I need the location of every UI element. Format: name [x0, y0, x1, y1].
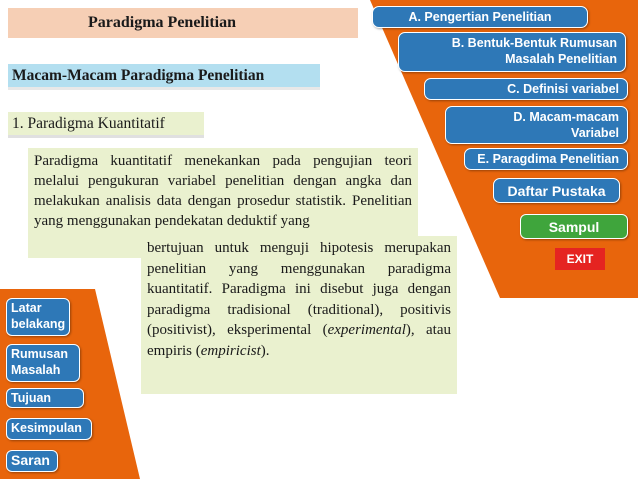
sampul-button[interactable]: Sampul [520, 214, 628, 239]
nav-label-line1: Rumusan [11, 347, 68, 361]
nav-definisi-variabel[interactable] [424, 78, 628, 100]
para2-text-c: ). [260, 342, 270, 359]
nav-label: E. Paragdima Penelitian [477, 152, 619, 166]
para2-italic-2: empiricist [200, 342, 261, 359]
nav-latar-belakang[interactable] [6, 298, 70, 336]
section-heading: 1. Paradigma Kuantitatif [8, 112, 204, 138]
para2-text-b: ), atau empiris ( [147, 322, 451, 359]
nav-kesimpulan[interactable] [6, 418, 92, 440]
exit-button[interactable]: EXIT [555, 248, 605, 270]
nav-label-line2: Variabel [571, 126, 619, 140]
nav-paradigma-penelitian[interactable] [464, 148, 628, 170]
nav-macam-variabel[interactable] [445, 106, 628, 144]
nav-bentuk-rumusan-masalah[interactable] [398, 32, 626, 72]
paragraph-main: Paradigma kuantitatif menekankan pada pengujian teori melalui pengukuran variabel penelitian dengan angka dan melakukan analisis data dengan prosedur statistik. Penelitian yang menggunakan pendekatan deduktif yang [28, 148, 418, 258]
nav-rumusan-masalah[interactable] [6, 344, 80, 382]
para2-italic-1: experimental [327, 322, 406, 338]
nav-saran[interactable] [6, 450, 58, 472]
nav-label: Saran [11, 452, 50, 468]
nav-label-line2: Masalah Penelitian [505, 52, 617, 66]
nav-label-line1: D. Macam-macam [513, 110, 619, 124]
section-subtitle: Macam-Macam Paradigma Penelitian [8, 64, 320, 90]
nav-label-line1: Latar [11, 301, 42, 315]
page-title: Paradigma Penelitian [8, 8, 358, 38]
paragraph-continued [141, 236, 457, 394]
nav-tujuan[interactable] [6, 388, 84, 408]
nav-label: C. Definisi variabel [507, 82, 619, 96]
nav-label: A. Pengertian Penelitian [408, 10, 552, 24]
nav-pengertian-penelitian[interactable] [372, 6, 588, 28]
para2-text-a: bertujuan untuk menguji hipotesis merupakan penelitian yang menggunakan paradigma kuantitatif. Paradigma ini disebut juga dengan paradigma tradisional (traditional), positivis (positivist), eksperimental ( [147, 240, 451, 338]
nav-label-line1: B. Bentuk-Bentuk Rumusan [451, 36, 617, 50]
nav-label: Tujuan [11, 391, 52, 405]
nav-label-line2: belakang [11, 317, 66, 331]
nav-label-line2: Masalah [11, 363, 61, 377]
daftar-pustaka-button[interactable]: Daftar Pustaka [493, 178, 620, 203]
nav-label: Kesimpulan [11, 421, 82, 435]
